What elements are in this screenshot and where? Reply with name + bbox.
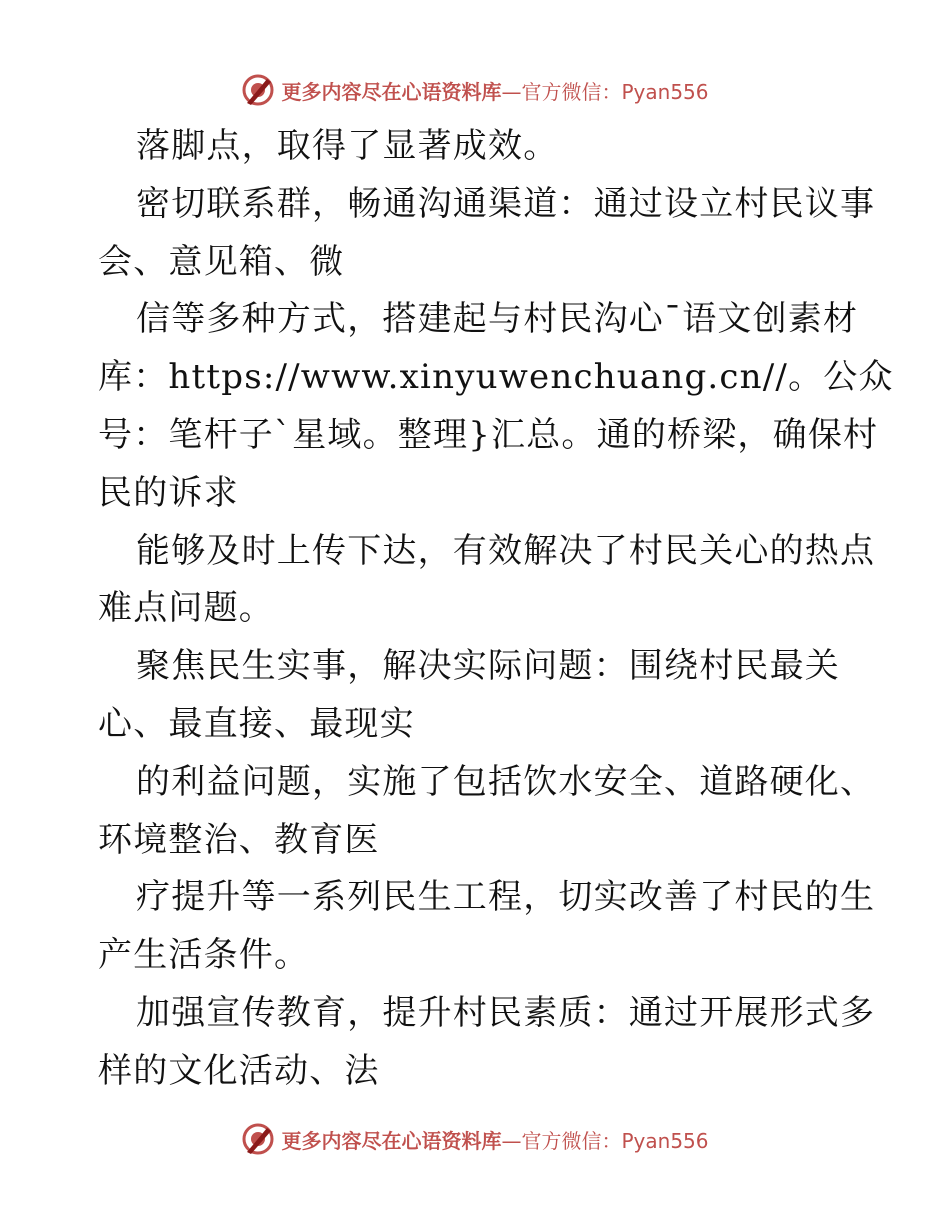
footer-banner-wechat-id: Pyan556 bbox=[621, 1128, 709, 1153]
text-line: 密切联系群，畅通沟通渠道：通过设立村民议事 bbox=[136, 183, 876, 224]
header-banner-wechat-id: Pyan556 bbox=[621, 79, 709, 104]
document-body bbox=[98, 118, 894, 1101]
footer-banner-slogan: 更多内容尽在心语资料库 bbox=[281, 1128, 502, 1153]
text-line: 产生活条件。 bbox=[98, 935, 310, 976]
text-line: 落脚点，取得了显著成效。 bbox=[136, 126, 559, 166]
text-line: 号：笔杆子`星域。整理}汇总。通的桥梁，确保村 bbox=[98, 414, 879, 455]
text-line: 的利益问题，实施了包括饮水安全、道路硬化、 bbox=[136, 761, 876, 802]
header-banner-separator: — bbox=[501, 79, 522, 104]
text-line: 环境整治、教育医 bbox=[98, 819, 380, 860]
footer-banner-wechat-label: 官方微信： bbox=[521, 1128, 622, 1153]
text-line: 加强宣传教育，提升村民素质：通过开展形式多 bbox=[136, 992, 876, 1033]
header-banner-wechat-label: 官方微信： bbox=[521, 79, 622, 104]
footer-banner-separator: — bbox=[501, 1128, 522, 1153]
text-line: 能够及时上传下达，有效解决了村民关心的热点 bbox=[136, 530, 876, 571]
footer-banner-text bbox=[281, 1125, 708, 1154]
text-line: 民的诉求 bbox=[98, 472, 239, 513]
text-line: 难点问题。 bbox=[98, 588, 274, 629]
quill-logo-icon bbox=[241, 1122, 275, 1156]
header-banner bbox=[0, 70, 950, 110]
header-banner-slogan: 更多内容尽在心语资料库 bbox=[281, 79, 502, 104]
text-line: 聚焦民生实事，解决实际问题：围绕村民最关 bbox=[136, 646, 840, 687]
text-line: 会、意见箱、微 bbox=[98, 241, 345, 282]
text-line: 心、最直接、最现实 bbox=[98, 703, 415, 744]
text-line: 疗提升等一系列民生工程，切实改善了村民的生 bbox=[136, 877, 876, 918]
text-line: 样的文化活动、法 bbox=[98, 1050, 380, 1091]
footer-banner bbox=[0, 1119, 950, 1159]
text-line: 库：https://www.xinyuwenchuang.cn//。公众 bbox=[98, 357, 894, 398]
quill-logo-icon bbox=[241, 73, 275, 107]
header-banner-text bbox=[281, 76, 708, 105]
text-line: 信等多种方式，搭建起与村民沟心¯语文创素材 bbox=[136, 299, 859, 340]
